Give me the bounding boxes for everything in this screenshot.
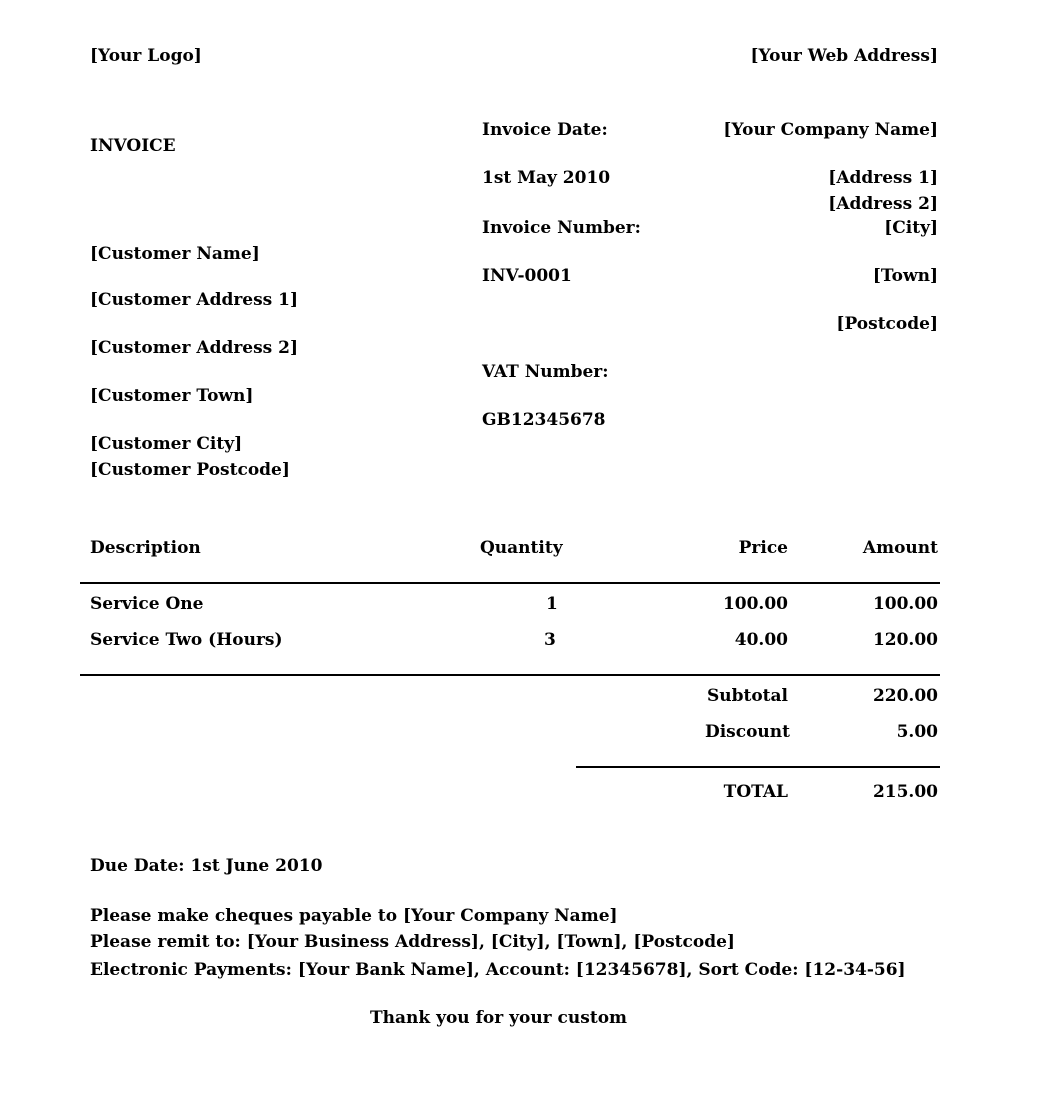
row-amount: 120.00 bbox=[872, 630, 938, 650]
discount-label: Discount bbox=[704, 722, 790, 742]
row-price: 100.00 bbox=[722, 594, 788, 614]
invoice-title: INVOICE bbox=[90, 136, 176, 156]
row-description: Service One bbox=[90, 594, 204, 614]
row-quantity: 1 bbox=[546, 594, 558, 614]
invoice-number-label: Invoice Number: bbox=[482, 218, 641, 238]
company-postcode: [Postcode] bbox=[836, 314, 938, 334]
discount-value: 5.00 bbox=[896, 722, 938, 742]
vat-number-value: GB12345678 bbox=[482, 410, 606, 430]
customer-town: [Customer Town] bbox=[90, 386, 254, 406]
subtotal-value: 220.00 bbox=[872, 686, 938, 706]
cheque-instructions: Please make cheques payable to [Your Company Name] bbox=[90, 906, 618, 926]
customer-address-2: [Customer Address 2] bbox=[90, 338, 299, 358]
header-description: Description bbox=[90, 538, 201, 558]
header-quantity: Quantity bbox=[480, 538, 563, 558]
invoice-number-value: INV-0001 bbox=[482, 266, 572, 286]
web-address: [Your Web Address] bbox=[750, 46, 938, 66]
invoice-date-value: 1st May 2010 bbox=[482, 168, 611, 188]
row-description: Service Two (Hours) bbox=[90, 630, 283, 650]
table-body-divider bbox=[80, 674, 940, 676]
row-quantity: 3 bbox=[544, 630, 556, 650]
customer-city: [Customer City] bbox=[90, 434, 243, 454]
row-amount: 100.00 bbox=[872, 594, 938, 614]
customer-postcode: [Customer Postcode] bbox=[90, 460, 290, 480]
total-label: TOTAL bbox=[723, 782, 788, 802]
customer-name: [Customer Name] bbox=[90, 244, 260, 264]
invoice-date-label: Invoice Date: bbox=[482, 120, 608, 140]
vat-number-label: VAT Number: bbox=[482, 362, 609, 382]
header-amount: Amount bbox=[862, 538, 938, 558]
company-name: [Your Company Name] bbox=[723, 120, 938, 140]
customer-address-1: [Customer Address 1] bbox=[90, 290, 299, 310]
due-date: Due Date: 1st June 2010 bbox=[90, 856, 323, 876]
thank-you-note: Thank you for your custom bbox=[370, 1008, 628, 1028]
header-price: Price bbox=[738, 538, 788, 558]
company-city: [City] bbox=[884, 218, 938, 238]
company-town: [Town] bbox=[872, 266, 938, 286]
company-address-1: [Address 1] bbox=[828, 168, 938, 188]
total-value: 215.00 bbox=[872, 782, 938, 802]
logo-placeholder: [Your Logo] bbox=[90, 46, 202, 66]
electronic-payment-details: Electronic Payments: [Your Bank Name], Account: [12345678], Sort Code: [12-34-56] bbox=[90, 960, 906, 980]
subtotal-label: Subtotal bbox=[706, 686, 788, 706]
row-price: 40.00 bbox=[734, 630, 788, 650]
totals-divider bbox=[576, 766, 940, 768]
table-header-divider bbox=[80, 582, 940, 584]
company-address-2: [Address 2] bbox=[828, 194, 938, 214]
remit-instructions: Please remit to: [Your Business Address], [City], [Town], [Postcode] bbox=[90, 932, 735, 952]
